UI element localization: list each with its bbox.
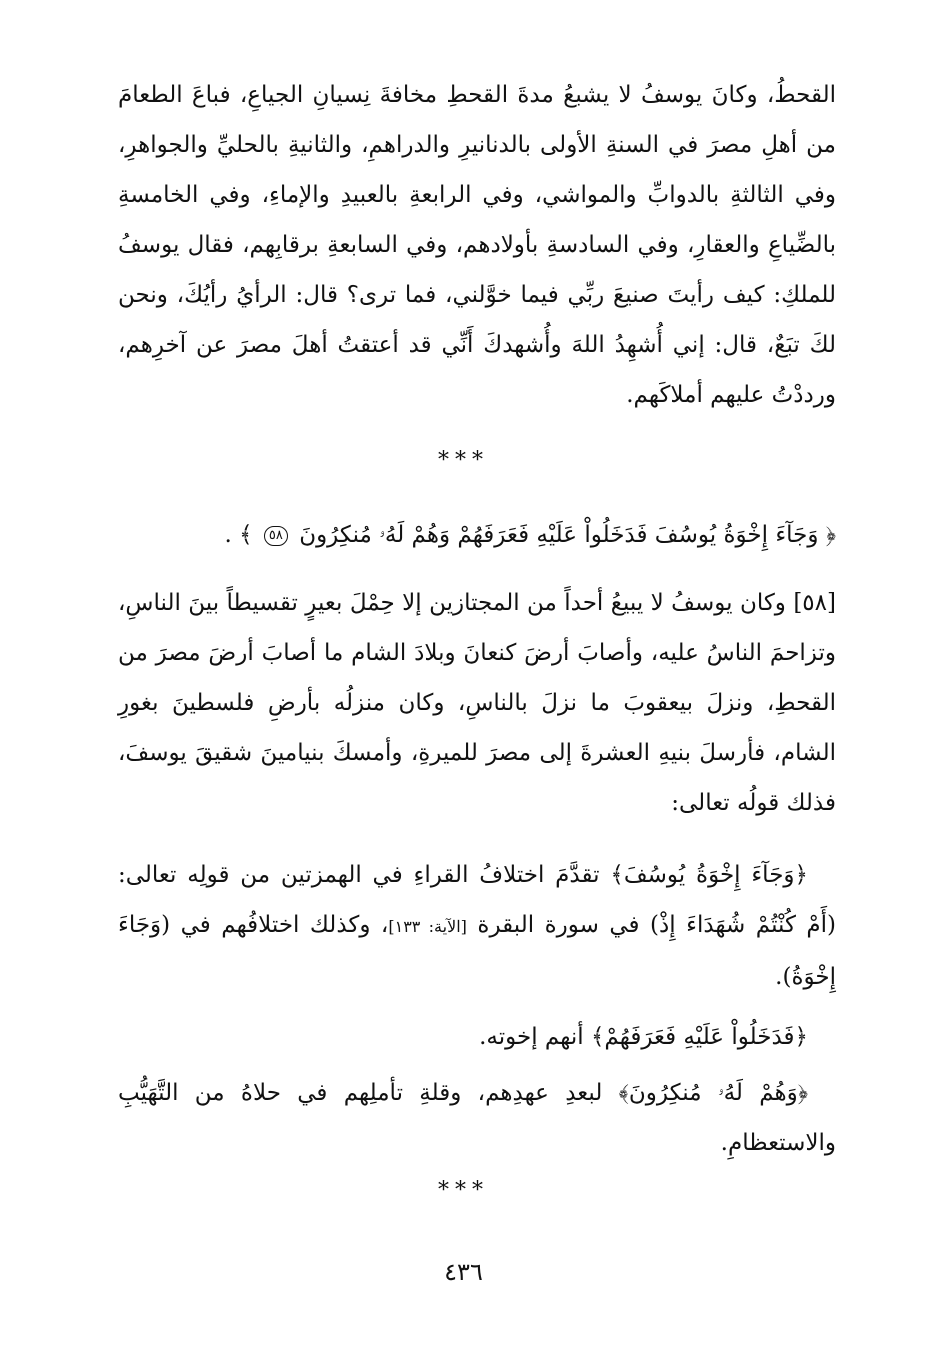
commentary-text: أنهم إخوته. — [479, 1024, 584, 1050]
quote-close-bracket: ﴾ — [610, 862, 624, 888]
commentary-text: لبعدِ عهدِهم، وقلةِ تأملِهم في حلاهُ من التَّهَيُّبِ والاستعظامِ. — [118, 1080, 836, 1156]
verse-end-mark: . — [224, 522, 232, 548]
verse-text: وَجَآءَ إِخْوَةُ يُوسُفَ فَدَخَلُواْ عَلَيْهِ فَعَرَفَهُمْ وَهُمْ لَهُۥ مُنكِرُونَ — [299, 522, 819, 548]
page-number: ٤٣٦ — [444, 1258, 483, 1286]
paragraph-3 — [118, 850, 836, 1002]
commentary-text: تقدَّمَ اختلافُ القراءِ في الهمزتين من قولِه تعالى: (أَمْ كُنْتُمْ شُهَدَاءَ إِذْ) في سورة البقرة — [118, 862, 836, 938]
section-separator: *** — [438, 448, 489, 473]
quote-open-bracket: ﴿ — [797, 1080, 808, 1106]
paragraph-2: [٥٨] وكان يوسفُ لا يبيعُ أحداً من المجتازين إلا حِمْلَ بعيرٍ تقسيطاً بينَ الناسِ، وتزاحمَ الناسُ عليه، وأصابَ أرضَ كنعانَ وبلادَ الشام ما أصابَ أرضَ مصرَ من القحطِ، ونزلَ بيعقوبَ ما نزلَ بالناسِ، وكان منزلُه بأرضِ فلسطينَ بغورِ الشام، فأرسلَ بنيهِ العشرةَ إلى مصرَ للميرةِ، وأمسكَ بنيامينَ شقيقَ يوسفَ، فذلك قولُه تعالى: — [118, 590, 836, 816]
commentary-text-continued: ، وكذلك اختلافُهم في (وَجَاءَ إِخْوَةُ). — [118, 912, 836, 990]
quote-open-bracket: ﴿ — [794, 862, 808, 888]
quran-verse — [118, 510, 836, 560]
verse-reference: [الآية: ١٣٣] — [388, 917, 467, 936]
verse-open-bracket: ﴿ — [825, 522, 836, 548]
quote-close-bracket: ﴾ — [590, 1024, 605, 1050]
quoted-verse: فَدَخَلُواْ عَلَيْهِ فَعَرَفَهُمْ — [604, 1024, 795, 1050]
paragraph-5 — [118, 1068, 836, 1168]
verse-number-badge: ٥٨ — [264, 526, 288, 546]
paragraph-4 — [118, 1012, 836, 1062]
quote-close-bracket: ﴾ — [618, 1080, 629, 1106]
quote-open-bracket: ﴿ — [794, 1024, 808, 1050]
section-separator: *** — [438, 1178, 489, 1203]
verse-close-bracket: ﴾ — [239, 522, 253, 548]
quoted-verse: وَجَآءَ إِخْوَةُ يُوسُفَ — [623, 862, 795, 888]
paragraph-1: القحطُ، وكانَ يوسفُ لا يشبعُ مدةَ القحطِ مخافةَ نِسيانِ الجياعِ، فباعَ الطعامَ من أهلِ مصرَ في السنةِ الأولى بالدنانيرِ والدراهمِ، والثانيةِ بالحليِّ والجواهرِ، وفي الثالثةِ بالدوابِّ والمواشي، وفي الرابعةِ بالعبيدِ والإماءِ، وفي الخامسةِ بالضِّياعِ والعقارِ، وفي السادسةِ بأولادهم، وفي السابعةِ برقابِهم، فقال يوسفُ للملكِ: كيف رأيتَ صنيعَ ربِّي فيما خوَّلني، فما ترى؟ قال: الرأيُ رأيُكَ، ونحن لكَ تبَعٌ، قال: إني أُشهِدُ اللهَ وأُشهدكَ أَنِّي قد أعتقتُ أهلَ مصرَ عن آخرِهم، ورددْتُ عليهم أملاكَهم. — [118, 82, 836, 408]
quoted-verse: وَهُمْ لَهُۥ مُنكِرُونَ — [628, 1080, 798, 1106]
